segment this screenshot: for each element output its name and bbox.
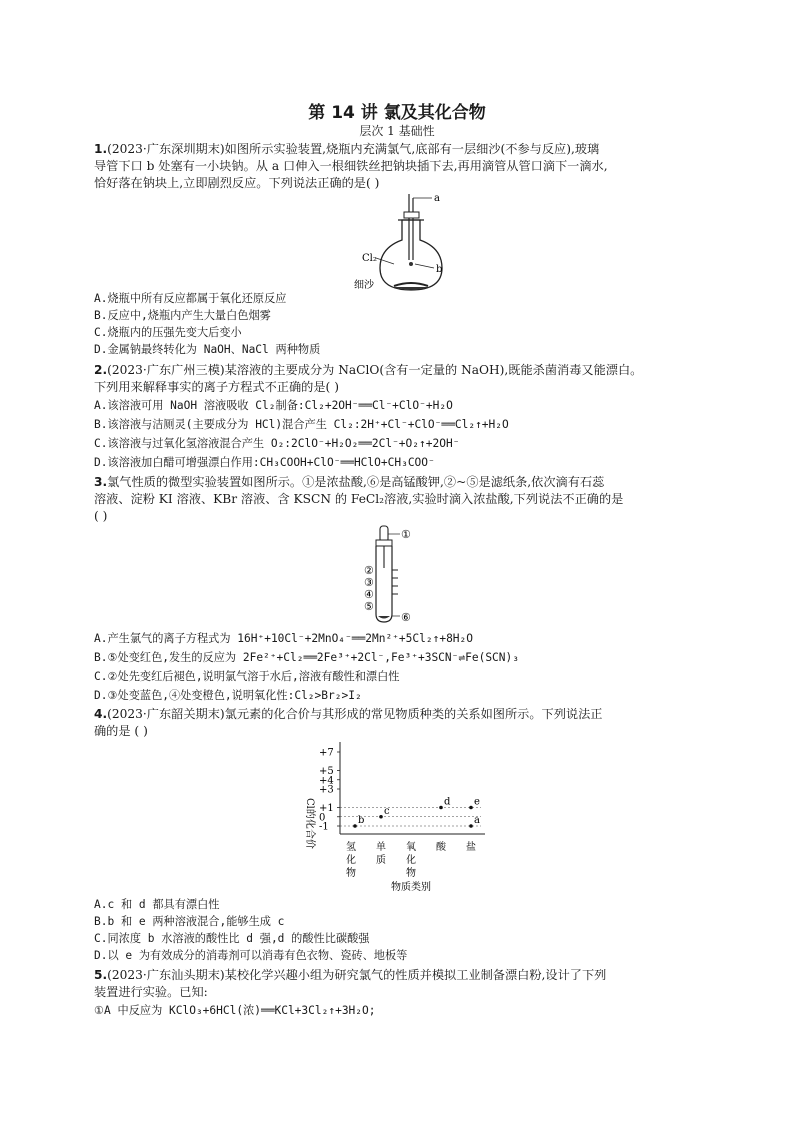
q2-number: 2. — [94, 363, 108, 377]
q5-line-1 — [94, 967, 606, 983]
label-4: ④ — [364, 588, 374, 601]
q1-line-3: 恰好落在钠块上,立即剧烈反应。下列说法正确的是( ) — [94, 176, 380, 190]
y-tick-label: +7 — [319, 747, 334, 759]
q1-option-a: A.烧瓶中所有反应都属于氧化还原反应 — [94, 292, 287, 305]
q2-option-a: A.该溶液可用 NaOH 溶液吸收 Cl₂制备:Cl₂+2OH⁻══Cl⁻+ClO⁻+H₂O — [94, 399, 453, 412]
micro-experiment-figure — [362, 522, 432, 626]
q3-number: 3. — [94, 475, 108, 489]
label-a: a — [434, 193, 440, 204]
q4-number: 4. — [94, 707, 108, 721]
point-a — [469, 824, 473, 828]
q2-line-1 — [94, 362, 642, 378]
y-tick-label: -1 — [319, 821, 329, 833]
x-tick-label: 单质 — [376, 842, 386, 866]
q4-option-c: C.同浓度 b 水溶液的酸性比 d 强,d 的酸性比碳酸强 — [94, 932, 370, 945]
q5-number: 5. — [94, 968, 108, 982]
label-6: ⑥ — [401, 611, 411, 624]
label-5: ⑤ — [364, 600, 374, 613]
page-title: 第 14 讲 氯及其化合物 — [308, 103, 486, 123]
q4-line-2: 确的是 ( ) — [94, 724, 148, 738]
point-d — [439, 806, 443, 810]
label-cl2: Cl₂ — [362, 253, 377, 264]
q3-line-2: 溶液、淀粉 KI 溶液、KBr 溶液、含 KSCN 的 FeCl₂溶液,实验时滴入浓盐酸,下列说法不正确的是 — [94, 492, 624, 506]
q1-option-d: D.金属钠最终转化为 NaOH、NaCl 两种物质 — [94, 343, 321, 356]
valence-chart — [295, 738, 495, 896]
kmno4-solid — [378, 616, 390, 619]
point-label-e: e — [474, 796, 480, 808]
point-e — [469, 806, 473, 810]
q5-line-2: 装置进行实验。已知: — [94, 985, 208, 999]
q3-option-c: C.②处先变红后褪色,说明氯气溶于水后,溶液有酸性和漂白性 — [94, 670, 400, 683]
label-2: ② — [364, 564, 374, 577]
round-flask — [380, 220, 442, 290]
q1-line-1 — [94, 141, 599, 157]
label-sand: 细沙 — [354, 280, 374, 291]
label-3: ③ — [364, 576, 374, 589]
point-label-a: a — [474, 815, 480, 826]
point-label-c: c — [384, 805, 390, 817]
q2-option-d: D.该溶液加白醋可增强漂白作用:CH₃COOH+ClO⁻══HClO+CH₃COO⁻ — [94, 456, 435, 469]
q2-text-1: (2023·广东广州三模)某溶液的主要成分为 NaClO(含有一定量的 NaOH),既能杀菌消毒又能漂白。 — [107, 363, 643, 377]
x-tick-label: 盐 — [466, 842, 476, 853]
q4-text-1: (2023·广东韶关期末)氯元素的化合价与其形成的常见物质种类的关系如图所示。下列说法正 — [107, 707, 603, 721]
q3-option-d: D.③处变蓝色,④处变橙色,说明氧化性:Cl₂>Br₂>I₂ — [94, 689, 362, 702]
stopper — [404, 212, 419, 218]
x-tick-label: 氧化物 — [406, 842, 416, 879]
q1-option-b: B.反应中,烧瓶内产生大量白色烟雾 — [94, 309, 271, 322]
y-tick-label: +3 — [319, 784, 334, 796]
q3-line-1 — [94, 474, 604, 490]
q1-text-1: (2023·广东深圳期末)如图所示实验装置,烧瓶内充满氯气,底部有一层细沙(不参与反应),玻璃 — [107, 142, 600, 156]
flask-apparatus-figure — [340, 190, 460, 295]
q2-option-c: C.该溶液与过氧化氢溶液混合产生 O₂:2ClO⁻+H₂O₂══2Cl⁻+O₂↑+2OH⁻ — [94, 437, 460, 450]
point-label-b: b — [358, 815, 365, 826]
q4-line-1 — [94, 706, 602, 722]
label-b: b — [436, 264, 443, 275]
y-axis-label: Cl的化合价 — [304, 798, 315, 849]
x-tick-label: 氢化物 — [346, 842, 356, 879]
x-tick-label: 酸 — [436, 842, 446, 853]
q2-option-b: B.该溶液与洁厕灵(主要成分为 HCl)混合产生 Cl₂:2H⁺+Cl⁻+ClO⁻══Cl₂↑+H₂O — [94, 418, 509, 431]
q4-option-b: B.b 和 e 两种溶液混合,能够生成 c — [94, 915, 285, 928]
y-tick-label: +4 — [319, 775, 334, 787]
y-tick-label: 0 — [319, 812, 326, 824]
q5-text-1: (2023·广东汕头期末)某校化学兴趣小组为研究氯气的性质并模拟工业制备漂白粉,设计了下列 — [107, 968, 607, 982]
q4-option-a: A.c 和 d 都具有漂白性 — [94, 898, 220, 911]
y-tick-label: +1 — [319, 803, 334, 814]
q3-option-a: A.产生氯气的离子方程式为 16H⁺+10Cl⁻+2MnO₄⁻══2Mn²⁺+5Cl₂↑+8H₂O — [94, 632, 474, 645]
q1-option-c: C.烧瓶内的压强先变大后变小 — [94, 326, 242, 339]
q3-text-1: 氯气性质的微型实验装置如图所示。①是浓盐酸,⑥是高锰酸钾,②~⑤是滤纸条,依次滴有石蕊 — [107, 475, 605, 489]
point-c — [379, 815, 383, 819]
sodium-block — [409, 262, 413, 266]
q4-option-d: D.以 e 为有效成分的消毒剂可以消毒有色衣物、瓷砖、地板等 — [94, 949, 408, 962]
point-label-d: d — [444, 796, 451, 808]
q1-number: 1. — [94, 142, 108, 156]
page-subtitle: 层次 1 基础性 — [359, 124, 435, 138]
q2-line-2: 下列用来解释事实的离子方程式不正确的是( ) — [94, 380, 339, 394]
x-axis-label: 物质类别 — [391, 882, 431, 893]
y-tick-label: +5 — [319, 766, 334, 777]
point-b — [353, 824, 357, 828]
q1-line-2: 导管下口 b 处塞有一小块钠。从 a 口伸入一根细铁丝把钠块插下去,再用滴管从管口滴下一滴水, — [94, 159, 608, 173]
q5-line-3: ①A 中反应为 KClO₃+6HCl(浓)══KCl+3Cl₂↑+3H₂O; — [94, 1004, 376, 1017]
label-1: ① — [401, 528, 411, 541]
q3-line-3: ( ) — [94, 509, 108, 523]
q3-option-b: B.⑤处变红色,发生的反应为 2Fe²⁺+Cl₂══2Fe³⁺+2Cl⁻,Fe³⁺+3SCN⁻⇌Fe(SCN)₃ — [94, 651, 519, 664]
sand-layer — [394, 283, 428, 286]
